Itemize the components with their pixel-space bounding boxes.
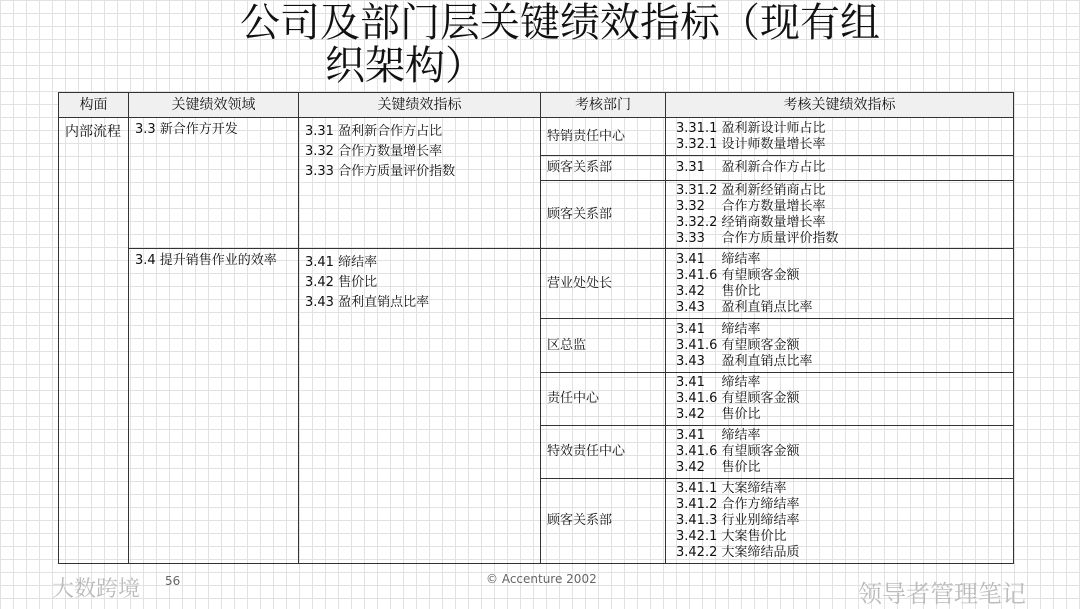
dept-kpi-item: 3.41 缔结率 xyxy=(676,321,761,337)
dept-kpi-item: 3.42 售价比 xyxy=(676,283,761,299)
dept-kpi-item: 3.41 缔结率 xyxy=(676,375,761,390)
kpi-item: 3.43 盈利直销点比率 xyxy=(305,295,430,310)
page-title-line1: 公司及部门层关键绩效指标（现有组 xyxy=(240,0,880,46)
dept-kpi-item: 3.31.1 盈利新设计师占比 xyxy=(676,120,826,136)
kpi-cell xyxy=(299,249,541,564)
watermark-left: 大数跨境 xyxy=(52,577,141,602)
kpi-item: 3.32 合作方数量增长率 xyxy=(305,144,443,159)
dept-kpi-item: 3.31 盈利新合作方占比 xyxy=(676,160,826,175)
dept-kpi-item: 3.31.2 盈利新经销商占比 xyxy=(676,182,826,198)
dept-kpi-item: 3.42 售价比 xyxy=(676,460,761,475)
dept-kpi-item: 3.41.2 合作方缔结率 xyxy=(676,497,800,512)
dept-kpi-item: 3.32 合作方数量增长率 xyxy=(676,198,826,214)
column-header: 构面 xyxy=(59,93,129,118)
dept-cell: 顾客关系部 xyxy=(541,181,666,249)
dept-kpi-cell xyxy=(666,373,1014,426)
watermark-right: 领导者管理笔记 xyxy=(858,580,1026,608)
dept-cell: 营业处处长 xyxy=(541,249,666,319)
dept-kpi-cell xyxy=(666,118,1014,156)
dept-kpi-item: 3.41.6 有望顾客金额 xyxy=(676,391,800,406)
dept-kpi-item: 3.42.1 大案售价比 xyxy=(676,529,787,544)
dept-kpi-item: 3.41 缔结率 xyxy=(676,428,761,443)
dept-cell: 区总监 xyxy=(541,319,666,373)
table-row xyxy=(59,249,1014,319)
dept-kpi-item: 3.41 缔结率 xyxy=(676,251,761,267)
dept-kpi-cell xyxy=(666,319,1014,373)
dept-kpi-item: 3.43 盈利直销点比率 xyxy=(676,353,813,369)
dept-cell: 顾客关系部 xyxy=(541,156,666,181)
area-cell: 3.3 新合作方开发 xyxy=(129,118,299,249)
dept-kpi-item: 3.42 售价比 xyxy=(676,407,761,422)
page-number: 56 xyxy=(165,574,181,588)
dept-kpi-item: 3.33 合作方质量评价指数 xyxy=(676,230,839,246)
facet-cell: 内部流程 xyxy=(59,118,129,564)
dept-kpi-item: 3.41.3 行业别缔结率 xyxy=(676,513,800,528)
dept-kpi-item: 3.43 盈利直销点比率 xyxy=(676,299,813,315)
kpi-item: 3.31 盈利新合作方占比 xyxy=(305,124,443,139)
dept-kpi-item: 3.41.6 有望顾客金额 xyxy=(676,444,800,459)
dept-cell: 特销责任中心 xyxy=(541,118,666,156)
dept-cell: 责任中心 xyxy=(541,373,666,426)
table-row xyxy=(59,118,1014,156)
dept-cell: 顾客关系部 xyxy=(541,479,666,564)
kpi-item: 3.33 合作方质量评价指数 xyxy=(305,164,456,179)
dept-kpi-item: 3.32.1 设计师数量增长率 xyxy=(676,136,826,152)
page-title-line2: 织架构） xyxy=(325,43,485,89)
kpi-table xyxy=(58,92,1014,564)
dept-kpi-cell xyxy=(666,156,1014,181)
column-header: 关键绩效指标 xyxy=(299,93,541,118)
kpi-item: 3.42 售价比 xyxy=(305,275,378,290)
dept-kpi-cell xyxy=(666,479,1014,564)
column-header: 考核关键绩效指标 xyxy=(666,93,1014,118)
dept-kpi-item: 3.41.6 有望顾客金额 xyxy=(676,267,800,283)
dept-cell: 特效责任中心 xyxy=(541,426,666,479)
dept-kpi-cell xyxy=(666,249,1014,319)
kpi-cell xyxy=(299,118,541,249)
dept-kpi-item: 3.41.6 有望顾客金额 xyxy=(676,337,800,353)
dept-kpi-item: 3.42.2 大案缔结品质 xyxy=(676,545,800,560)
copyright: © Accenture 2002 xyxy=(486,572,597,586)
column-header: 考核部门 xyxy=(541,93,666,118)
area-cell: 3.4 提升销售作业的效率 xyxy=(129,249,299,564)
kpi-item: 3.41 缔结率 xyxy=(305,255,378,270)
dept-kpi-item: 3.41.1 大案缔结率 xyxy=(676,481,787,496)
dept-kpi-item: 3.32.2 经销商数量增长率 xyxy=(676,214,826,230)
column-header: 关键绩效领域 xyxy=(129,93,299,118)
dept-kpi-cell xyxy=(666,426,1014,479)
dept-kpi-cell xyxy=(666,181,1014,249)
